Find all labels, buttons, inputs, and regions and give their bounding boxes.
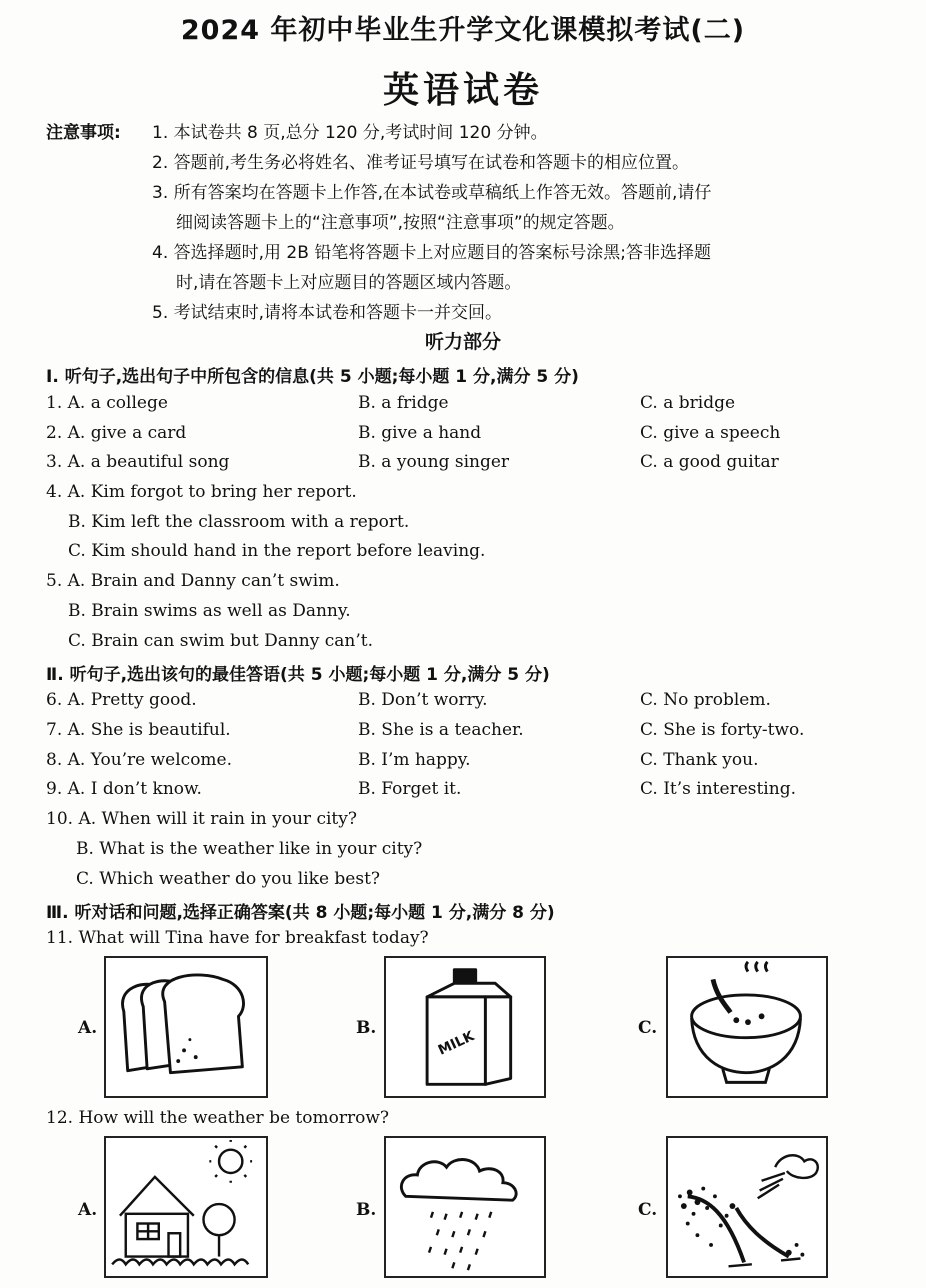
bread-icon: [106, 958, 266, 1096]
q7-option-c: C. She is forty-two.: [640, 720, 805, 740]
q3-option-a: 3. A. a beautiful song: [46, 452, 230, 472]
notice-item-2: 2. 答题前,考生务必将姓名、准考证号填写在试卷和答题卡的相应位置。: [152, 153, 690, 173]
q11-question: 11. What will Tina have for breakfast today?: [46, 928, 429, 948]
notice-label: 注意事项:: [46, 123, 121, 143]
q8-option-a: 8. A. You’re welcome.: [46, 750, 233, 770]
q3-option-b: B. a young singer: [358, 452, 510, 472]
notice-item-3: 3. 所有答案均在答题卡上作答,在本试卷或草稿纸上作答无效。答题前,请仔: [152, 183, 712, 203]
q4-option-c: C. Kim should hand in the report before leaving.: [68, 541, 486, 561]
notice-item-1: 1. 本试卷共 8 页,总分 120 分,考试时间 120 分钟。: [152, 123, 548, 143]
q12-label-b: B.: [356, 1200, 377, 1220]
exam-title: 2024 年初中毕业生升学文化课模拟考试(二): [180, 15, 746, 46]
porridge-bowl-icon: [668, 958, 826, 1096]
q11-picture-porridge: [666, 956, 828, 1098]
notice-item-3-cont: 细阅读答题卡上的“注意事项”,按照“注意事项”的规定答题。: [176, 213, 625, 233]
q11-label-b: B.: [356, 1018, 377, 1038]
milk-label: MILK: [435, 1028, 477, 1059]
q2-option-c: C. give a speech: [640, 423, 781, 443]
rain-cloud-icon: [386, 1138, 544, 1276]
q12-picture-rainy: [384, 1136, 546, 1278]
q8-option-b: B. I’m happy.: [358, 750, 471, 770]
q10-option-b: B. What is the weather like in your city?: [76, 839, 423, 859]
q11-label-a: A.: [78, 1018, 98, 1038]
notice-item-5: 5. 考试结束时,请将本试卷和答题卡一并交回。: [152, 303, 503, 323]
q11-picture-milk: [384, 956, 546, 1098]
q5-option-a: 5. A. Brain and Danny can’t swim.: [46, 571, 340, 591]
q4-option-b: B. Kim left the classroom with a report.: [68, 512, 410, 532]
q6-option-b: B. Don’t worry.: [358, 690, 488, 710]
milk-carton-icon: [386, 958, 544, 1096]
q12-question: 12. How will the weather be tomorrow?: [46, 1108, 390, 1128]
part1-heading: Ⅰ. 听句子,选出句子中所包含的信息(共 5 小题;每小题 1 分,满分 5 分): [46, 367, 579, 387]
q12-label-c: C.: [638, 1200, 658, 1220]
q9-option-a: 9. A. I don’t know.: [46, 779, 202, 799]
q5-option-c: C. Brain can swim but Danny can’t.: [68, 631, 373, 651]
q9-option-c: C. It’s interesting.: [640, 779, 796, 799]
part3-heading: Ⅲ. 听对话和问题,选择正确答案(共 8 小题;每小题 1 分,满分 8 分): [46, 903, 555, 923]
q6-option-c: C. No problem.: [640, 690, 771, 710]
q4-option-a: 4. A. Kim forgot to bring her report.: [46, 482, 357, 502]
q12-picture-windy: [666, 1136, 828, 1278]
q1-option-b: B. a fridge: [358, 393, 449, 413]
q2-option-b: B. give a hand: [358, 423, 482, 443]
q5-option-b: B. Brain swims as well as Danny.: [68, 601, 351, 621]
q11-picture-bread: [104, 956, 268, 1098]
q7-option-b: B. She is a teacher.: [358, 720, 524, 740]
q1-option-c: C. a bridge: [640, 393, 736, 413]
q10-option-a: 10. A. When will it rain in your city?: [46, 809, 357, 829]
notice-item-4: 4. 答选择题时,用 2B 铅笔将答题卡上对应题目的答案标号涂黑;答非选择题: [152, 243, 712, 263]
q3-option-c: C. a good guitar: [640, 452, 779, 472]
q9-option-b: B. Forget it.: [358, 779, 462, 799]
q7-option-a: 7. A. She is beautiful.: [46, 720, 231, 740]
q1-option-a: 1. A. a college: [46, 393, 168, 413]
exam-subtitle: 英语试卷: [382, 70, 543, 111]
q10-option-c: C. Which weather do you like best?: [76, 869, 381, 889]
sunny-house-icon: [106, 1138, 266, 1276]
part2-heading: Ⅱ. 听句子,选出该句的最佳答语(共 5 小题;每小题 1 分,满分 5 分): [46, 665, 550, 685]
q8-option-c: C. Thank you.: [640, 750, 759, 770]
section-heading: 听力部分: [424, 331, 501, 353]
windy-trees-icon: [668, 1138, 826, 1276]
q12-picture-sunny: [104, 1136, 268, 1278]
notice-item-4-cont: 时,请在答题卡上对应题目的答题区域内答题。: [176, 273, 522, 293]
q6-option-a: 6. A. Pretty good.: [46, 690, 197, 710]
q12-label-a: A.: [78, 1200, 98, 1220]
q11-label-c: C.: [638, 1018, 658, 1038]
q2-option-a: 2. A. give a card: [46, 423, 187, 443]
